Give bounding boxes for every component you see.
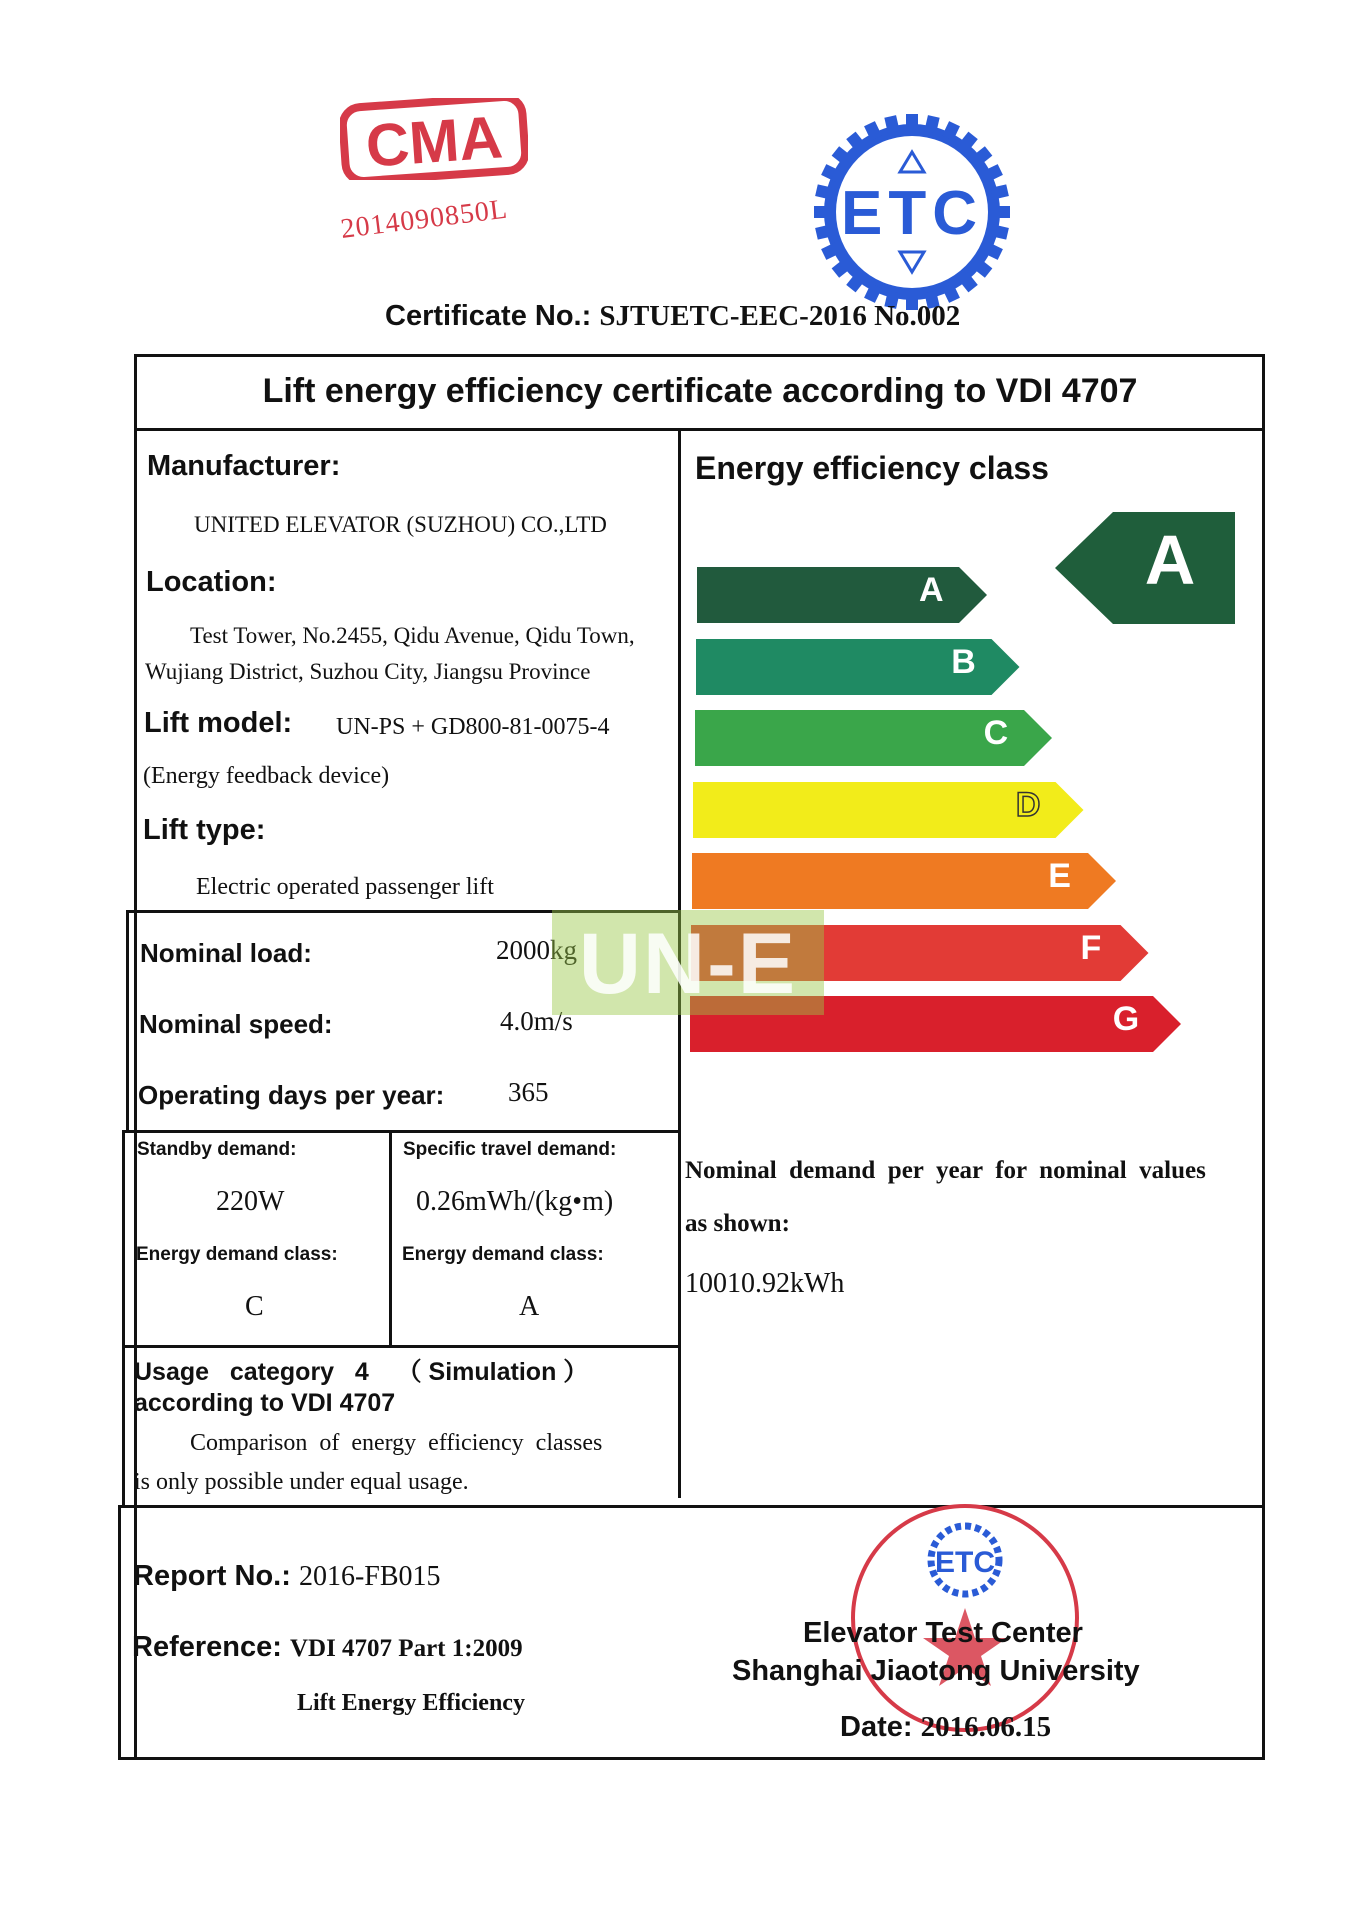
efficiency-bar-letter: B (951, 642, 976, 681)
report-number (133, 1560, 441, 1593)
left-step-2 (122, 1130, 125, 1507)
section-divider-usage (122, 1345, 678, 1348)
nominal-load-value: 2000kg (496, 935, 577, 965)
lift-model-value: UN-PS + GD800-81-0075-4 (336, 714, 610, 740)
certificate-label: Certificate No.: (385, 300, 592, 332)
usage-note-line-1: Comparison of energy efficiency classes (190, 1430, 603, 1456)
usage-category-line: Usage category 4 （ Simulation ） (134, 1358, 589, 1386)
left-step-1 (126, 910, 129, 1132)
manufacturer-value: UNITED ELEVATOR (SUZHOU) CO.,LTD (194, 512, 607, 537)
efficiency-bar-letter: G (1112, 1000, 1140, 1038)
cma-number: 2014090850L (338, 193, 510, 245)
travel-demand-label: Specific travel demand: (403, 1139, 617, 1160)
demand-mid-divider (389, 1130, 392, 1345)
efficiency-bar-letter: F (1080, 928, 1102, 967)
reference-value: VDI 4707 Part 1:2009 (289, 1635, 523, 1662)
lift-model-note: (Energy feedback device) (143, 763, 390, 789)
standby-demand-value: 220W (216, 1186, 285, 1217)
nominal-demand-value: 10010.92kWh (685, 1268, 845, 1299)
efficiency-heading: Energy efficiency class (695, 450, 1049, 486)
efficiency-bar-letter: D (1015, 785, 1041, 824)
issuer-line-2: Shanghai Jiaotong University (732, 1655, 1140, 1687)
reference-subtitle: Lift Energy Efficiency (297, 1690, 525, 1716)
travel-demand-value: 0.26mWh/(kg•m) (416, 1186, 614, 1217)
efficiency-bar-letter: C (983, 714, 1009, 752)
efficiency-bar-d (693, 782, 1084, 838)
issuer-line-1: Elevator Test Center (803, 1617, 1083, 1649)
section-divider-footer (120, 1505, 1265, 1508)
frame-bottom (118, 1757, 1265, 1760)
watermark-text: UN-E (578, 916, 798, 1012)
stamp-etc-text: ETC (935, 1546, 995, 1579)
certificate-title: Lift energy efficiency certificate according to VDI 4707 (262, 372, 1138, 410)
achieved-class-letter: A (1144, 521, 1196, 599)
left-step-3 (118, 1505, 121, 1760)
nominal-speed-label: Nominal speed: (139, 1009, 333, 1039)
efficiency-bar-letter: E (1048, 857, 1071, 895)
etc-logo (812, 112, 1012, 312)
standby-demand-label: Standby demand: (137, 1139, 297, 1160)
usage-note-line-2: is only possible under equal usage. (134, 1469, 469, 1495)
location-line-2: Wujiang District, Suzhou City, Jiangsu Province (145, 659, 591, 684)
etc-logo-text: ETC (841, 179, 983, 248)
efficiency-bar-a (697, 567, 987, 623)
reference (132, 1631, 523, 1664)
operating-days-label: Operating days per year: (138, 1080, 445, 1110)
frame-left (134, 354, 137, 1760)
standby-class-value: C (245, 1291, 264, 1322)
location-line-1: Test Tower, No.2455, Qidu Avenue, Qidu Town, (190, 623, 635, 648)
nominal-demand-line-1: Nominal demand per year for nominal values (685, 1157, 1206, 1184)
issue-date (840, 1711, 1051, 1744)
reference-label: Reference: (132, 1631, 282, 1663)
frame-right (1262, 354, 1265, 1760)
location-label: Location: (146, 566, 277, 598)
standby-class-label: Energy demand class: (136, 1244, 338, 1265)
efficiency-bar-c (695, 710, 1052, 766)
nominal-demand-line-2: as shown: (685, 1210, 790, 1237)
efficiency-bar-b (696, 639, 1020, 695)
lift-type-label: Lift type: (143, 814, 266, 846)
lift-type-value: Electric operated passenger lift (196, 874, 494, 900)
cma-logo-text: CMA (363, 103, 505, 180)
efficiency-bar-e (692, 853, 1116, 909)
operating-days-value: 365 (508, 1077, 549, 1107)
report-label: Report No.: (133, 1560, 291, 1592)
cma-stamp-logo (340, 98, 528, 180)
frame-top (134, 354, 1265, 357)
date-label: Date: (840, 1711, 913, 1743)
nominal-speed-value: 4.0m/s (500, 1006, 573, 1036)
lift-model-label: Lift model: (144, 707, 293, 739)
date-value: 2016.06.15 (920, 1711, 1052, 1743)
certificate-number (385, 300, 960, 333)
manufacturer-label: Manufacturer: (147, 450, 341, 482)
usage-standard-line: according to VDI 4707 (134, 1389, 396, 1417)
title-divider (134, 428, 1265, 431)
report-value: 2016-FB015 (298, 1561, 441, 1592)
certificate-value: SJTUETC-EEC-2016 No.002 (599, 300, 961, 332)
travel-class-label: Energy demand class: (402, 1244, 604, 1265)
section-divider-demand (124, 1130, 678, 1133)
travel-class-value: A (519, 1291, 540, 1322)
nominal-load-label: Nominal load: (140, 938, 312, 968)
efficiency-bar-letter: A (919, 571, 944, 609)
